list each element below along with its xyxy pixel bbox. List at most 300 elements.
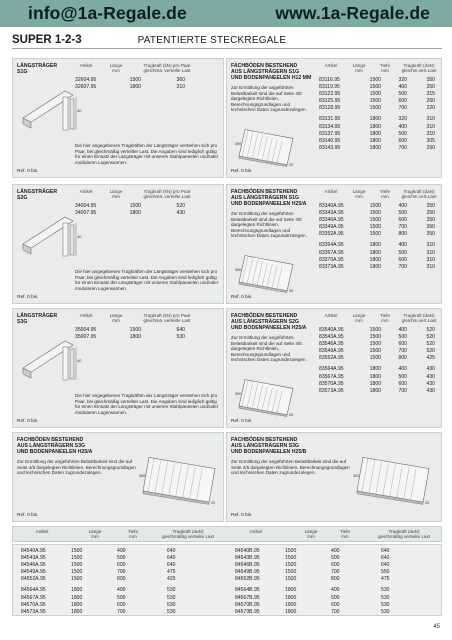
table-row bbox=[21, 609, 217, 616]
table-row bbox=[235, 569, 431, 576]
table-cell: 1500 bbox=[369, 348, 381, 355]
table-cell: 84540A.95 bbox=[21, 548, 46, 554]
table-cell: 350 bbox=[426, 224, 435, 231]
table-cell: 640 bbox=[381, 562, 390, 569]
table-cell: 430 bbox=[426, 373, 435, 380]
shelf-panel bbox=[226, 308, 442, 428]
table-cell: 520 bbox=[426, 341, 435, 348]
header-capacity-2: Tragkraft (daN) bbox=[388, 529, 420, 534]
table-cell: 1800 bbox=[369, 373, 381, 380]
table-cell: 430 bbox=[426, 366, 435, 373]
ref-label: Ref. 0 bis bbox=[231, 419, 252, 424]
table-cell: 600 bbox=[398, 217, 407, 224]
tray-height-label: 20 bbox=[289, 413, 294, 417]
table-cell: 700 bbox=[398, 224, 407, 231]
header-capacity: Tragkraft (daN) bbox=[403, 189, 435, 194]
beam-illustration bbox=[19, 335, 82, 395]
table-cell: 1800 bbox=[369, 249, 381, 256]
header-article: Artikel bbox=[79, 189, 93, 194]
table-cell: 700 bbox=[331, 608, 340, 615]
header-length-unit: mm bbox=[112, 318, 120, 323]
table-cell: 500 bbox=[117, 555, 126, 562]
beam-panel-note: Die hier angegebenen Tragkräften der Längsträger verstehen sich pro Paar, bei gleichmäßig verteilter Last. Die Angaben sind lediglich gültig für einen Einsatz der Längsträger mit unseren Stahlpaneelen und/oder modularen Lagerwannen. bbox=[75, 143, 219, 165]
shelf-table bbox=[319, 77, 435, 152]
table-cell: 1500 bbox=[369, 77, 381, 83]
table-cell: 640 bbox=[176, 327, 185, 333]
header-article: Artikel bbox=[79, 313, 93, 318]
header-capacity-sub: gleichmä. verteilte Last bbox=[143, 194, 191, 199]
table-cell: 530 bbox=[167, 601, 176, 608]
table-cell: 84570A.95 bbox=[21, 601, 46, 608]
table-cell: 83131.95 bbox=[319, 116, 341, 123]
header-length: Länge bbox=[88, 529, 102, 534]
tray-height-label: 20 bbox=[289, 163, 294, 167]
table-cell: 1500 bbox=[369, 203, 381, 209]
series-header bbox=[12, 34, 442, 46]
header-depth-2: Tiefe bbox=[339, 529, 351, 534]
header-capacity: Tragkraft (daN) bbox=[403, 63, 435, 68]
table-cell: 600 bbox=[117, 601, 126, 608]
table-cell: 640 bbox=[167, 562, 176, 569]
table-row bbox=[319, 224, 435, 231]
top-banner bbox=[0, 0, 452, 27]
table-cell: 600 bbox=[331, 562, 340, 569]
table-cell: 83546A.95 bbox=[319, 341, 344, 348]
table-cell: 530 bbox=[381, 594, 390, 601]
beam-dimension-label: 40 bbox=[77, 358, 82, 363]
ref-label: Ref. 0 bis bbox=[17, 419, 38, 424]
header-length-unit: mm bbox=[112, 194, 120, 199]
header-article-2: Artikel bbox=[249, 529, 263, 534]
tray-depth-label: 300 bbox=[235, 268, 242, 272]
table-cell: 1500 bbox=[129, 77, 141, 83]
table-cell: 350 bbox=[426, 77, 435, 83]
table-cell: 600 bbox=[398, 137, 407, 144]
table-cell: 83564A.95 bbox=[319, 366, 344, 373]
table-cell: 1800 bbox=[71, 587, 83, 594]
table-cell: 400 bbox=[117, 587, 126, 594]
shelf-panel bbox=[226, 184, 442, 304]
table-row bbox=[319, 145, 435, 152]
table-cell: 1500 bbox=[285, 548, 297, 554]
table-cell: 1500 bbox=[71, 548, 83, 554]
table-row bbox=[75, 327, 189, 334]
beam-panel-note: Die hier angegebenen Tragkräften der Längsträger verstehen sich pro Paar, bei gleichmäßig verteilter Last. Die Angaben sind lediglich gültig für einen Einsatz der Längsträger mit unseren Stahlpaneelen und/oder modularen Lagerwannen. bbox=[75, 393, 219, 415]
table-cell: 315 bbox=[426, 91, 435, 98]
header-depth: Tiefe bbox=[379, 63, 391, 68]
header-capacity: Tragkraft (daN) bbox=[172, 529, 204, 534]
table-cell: 1500 bbox=[369, 224, 381, 231]
beam-table bbox=[75, 77, 189, 91]
ref-label: Ref. 0 bis bbox=[17, 513, 38, 518]
table-cell: 83543A.95 bbox=[319, 334, 344, 341]
header-article: Artikel bbox=[324, 63, 338, 68]
table-cell: 34004.95 bbox=[75, 203, 97, 209]
table-cell: 1800 bbox=[129, 334, 141, 341]
table-cell: 83352A.95 bbox=[319, 231, 344, 238]
table-cell: 83549A.95 bbox=[319, 348, 344, 355]
table-cell: 350 bbox=[426, 210, 435, 217]
table-cell: 520 bbox=[426, 334, 435, 341]
table-cell: 500 bbox=[398, 91, 407, 98]
table-cell: 1500 bbox=[369, 210, 381, 217]
table-row bbox=[75, 84, 189, 91]
header-capacity-sub: gleichmä. verteilte Last bbox=[143, 68, 191, 73]
table-cell: 83373A.95 bbox=[319, 263, 344, 270]
table-cell: 1500 bbox=[285, 576, 297, 583]
ref-label: Ref. 0 bis bbox=[231, 169, 252, 174]
table-row bbox=[21, 602, 217, 609]
table-cell: 530 bbox=[176, 334, 185, 341]
table-cell: 1500 bbox=[71, 569, 83, 576]
shelf-panel-title: FACHBÖDEN BESTEHEND AUS LÄNGSTRÄGERN S2G UND BODENPANEELEN H25/A bbox=[231, 313, 307, 332]
table-cell: 83570A.95 bbox=[319, 380, 344, 387]
banner-website[interactable]: www.1a-Regale.de bbox=[275, 3, 430, 23]
shelf-table bbox=[319, 327, 435, 395]
table-cell: 400 bbox=[398, 123, 407, 130]
header-length-unit: mm bbox=[355, 68, 363, 73]
table-cell: 1500 bbox=[369, 355, 381, 362]
table-cell: 83552A.95 bbox=[319, 355, 344, 362]
table-cell: 83343A.95 bbox=[319, 210, 344, 217]
table-cell: 430 bbox=[426, 387, 435, 394]
table-cell: 320 bbox=[398, 116, 407, 123]
table-row bbox=[319, 341, 435, 348]
ref-label: Ref. 0 bis bbox=[231, 513, 252, 518]
table-cell: 475 bbox=[381, 576, 390, 583]
table-cell: 84564B.95 bbox=[235, 587, 260, 594]
table-cell: 400 bbox=[331, 587, 340, 594]
header-length: Länge bbox=[352, 313, 366, 318]
beam-dimension-label: 40 bbox=[77, 108, 82, 113]
table-row bbox=[75, 210, 189, 217]
table-cell: 520 bbox=[426, 327, 435, 333]
series-title: SUPER 1-2-3 bbox=[12, 34, 82, 46]
beam-panel-title: LÄNGSTRÄGER S3G bbox=[17, 313, 58, 326]
header-length: Länge bbox=[352, 189, 366, 194]
header-length: Länge bbox=[352, 63, 366, 68]
table-cell: 1500 bbox=[285, 562, 297, 569]
table-cell: 84546B.95 bbox=[235, 562, 260, 569]
table-cell: 530 bbox=[167, 587, 176, 594]
table-row bbox=[21, 587, 217, 594]
table-cell: 530 bbox=[167, 608, 176, 615]
table-row bbox=[319, 257, 435, 264]
table-cell: 1800 bbox=[369, 137, 381, 144]
table-cell: 1800 bbox=[369, 144, 381, 151]
table-cell: 260 bbox=[426, 144, 435, 151]
table-cell: 1500 bbox=[369, 231, 381, 238]
table-cell: 310 bbox=[426, 130, 435, 137]
table-cell: 32607.95 bbox=[75, 84, 97, 91]
table-cell: 425 bbox=[426, 355, 435, 362]
table-row bbox=[319, 217, 435, 224]
table-cell: 640 bbox=[381, 555, 390, 562]
table-cell: 400 bbox=[331, 548, 340, 554]
table-cell: 84543B.95 bbox=[235, 555, 260, 562]
beam-panel-title: LÄNGSTRÄGER S2G bbox=[17, 189, 58, 202]
banner-email[interactable]: info@1a-Regale.de bbox=[28, 3, 187, 23]
table-cell: 310 bbox=[426, 263, 435, 270]
table-row bbox=[319, 116, 435, 123]
table-row bbox=[21, 562, 217, 569]
table-cell: 600 bbox=[117, 562, 126, 569]
table-cell: 1500 bbox=[71, 562, 83, 569]
table-row bbox=[235, 609, 431, 616]
table-cell: 700 bbox=[398, 263, 407, 270]
table-cell: 1800 bbox=[71, 594, 83, 601]
header-length-2: Länge bbox=[304, 529, 318, 534]
table-cell: 500 bbox=[117, 594, 126, 601]
tray-height-label: 20 bbox=[289, 289, 294, 293]
shelf-illustration bbox=[353, 449, 433, 505]
shelf-panel-title: FACHBÖDEN BESTEHEND AUS LÄNGSTRÄGERN S3G UND BODENPANEELEN H25/B bbox=[231, 437, 307, 456]
table-row bbox=[319, 84, 435, 91]
table-cell: 1800 bbox=[71, 601, 83, 608]
table-cell: 83119.95 bbox=[319, 84, 340, 91]
table-cell: 530 bbox=[381, 601, 390, 608]
table-cell: 1800 bbox=[369, 116, 381, 123]
table-cell: 500 bbox=[398, 373, 407, 380]
table-row bbox=[319, 348, 435, 355]
table-row bbox=[235, 587, 431, 594]
ref-label: Ref. 0 bis bbox=[231, 295, 252, 300]
table-cell: 360 bbox=[176, 77, 185, 83]
table-cell: 700 bbox=[398, 348, 407, 355]
table-cell: 500 bbox=[398, 334, 407, 341]
table-cell: 600 bbox=[398, 98, 407, 105]
table-cell: 400 bbox=[398, 84, 407, 91]
shelf-s3g-panel bbox=[12, 432, 224, 522]
table-row bbox=[319, 91, 435, 98]
table-cell: 84540B.95 bbox=[235, 548, 260, 554]
table-row bbox=[21, 595, 217, 602]
table-cell: 600 bbox=[331, 601, 340, 608]
table-cell: 1800 bbox=[285, 594, 297, 601]
table-cell: 310 bbox=[176, 84, 185, 91]
beam-panel-note: Die hier angegebenen Tragkräften der Längsträger verstehen sich pro Paar, bei gleichmäßig verteilter Last. Die Angaben sind lediglich gültig für einen Einsatz der Längsträger mit unseren Stahlpaneelen und/oder modularen Lagerwannen. bbox=[75, 269, 219, 291]
table-cell: 530 bbox=[381, 608, 390, 615]
table-cell: 83140.95 bbox=[319, 137, 341, 144]
header-capacity-sub-2: gleichmäßig verteilte Last bbox=[377, 534, 431, 539]
table-cell: 84546A.95 bbox=[21, 562, 46, 569]
table-cell: 1500 bbox=[369, 98, 381, 105]
header-length: Länge bbox=[109, 189, 123, 194]
table-cell: 400 bbox=[398, 327, 407, 333]
table-row bbox=[319, 210, 435, 217]
table-cell: 1500 bbox=[369, 327, 381, 333]
ref-label: Ref. 0 bis bbox=[17, 295, 38, 300]
table-cell: 500 bbox=[398, 210, 407, 217]
table-cell: 1800 bbox=[369, 387, 381, 394]
table-cell: 84567A.95 bbox=[21, 594, 46, 601]
beam-panel bbox=[12, 58, 224, 178]
table-cell: 83349A.95 bbox=[319, 224, 344, 231]
table-cell: 600 bbox=[398, 341, 407, 348]
header-capacity-sub: gleichmäßig verteilte Last bbox=[161, 534, 215, 539]
header-capacity: Tragkraft (kN) pro Paar bbox=[143, 63, 191, 68]
beam-table bbox=[75, 203, 189, 217]
tray-height-label: 20 bbox=[211, 501, 216, 505]
table-cell: 500 bbox=[331, 594, 340, 601]
header-capacity: Tragkraft (kN) pro Paar bbox=[143, 189, 191, 194]
table-cell: 640 bbox=[167, 555, 176, 562]
table-row bbox=[235, 548, 431, 555]
beam-dimension-label: 40 bbox=[77, 234, 82, 239]
table-cell: 500 bbox=[398, 249, 407, 256]
table-cell: 430 bbox=[426, 380, 435, 387]
table-row bbox=[319, 264, 435, 271]
table-cell: 83367A.95 bbox=[319, 249, 344, 256]
table-cell: 84564A.95 bbox=[21, 587, 46, 594]
table-cell: 400 bbox=[117, 548, 126, 554]
table-cell: 1500 bbox=[369, 84, 381, 91]
table-cell: 1500 bbox=[129, 327, 141, 333]
table-cell: 530 bbox=[381, 587, 390, 594]
table-row bbox=[75, 77, 189, 84]
table-cell: 800 bbox=[331, 576, 340, 583]
table-row bbox=[235, 562, 431, 569]
ref-label: Ref. 0 bis bbox=[17, 169, 38, 174]
table-cell: 1800 bbox=[129, 210, 141, 217]
header-capacity-sub: gleichm.vert.Last bbox=[401, 318, 437, 323]
table-row bbox=[319, 242, 435, 249]
table-row bbox=[235, 555, 431, 562]
table-row bbox=[319, 231, 435, 238]
table-row bbox=[21, 576, 217, 583]
table-cell: 400 bbox=[398, 366, 407, 373]
table-cell: 1800 bbox=[369, 380, 381, 387]
table-cell: 1800 bbox=[369, 130, 381, 137]
table-cell: 700 bbox=[398, 105, 407, 112]
table-cell: 475 bbox=[167, 569, 176, 576]
table-row bbox=[75, 203, 189, 210]
shelf-panel-note: Zur Ermittlung der angeführten Belastbarkeit sind die auf Seite 4/5 dargelegten Richtlinien, Berechnungsgrundlagen und technischen Daten zugrundezulegen. bbox=[231, 335, 307, 363]
table-cell: 800 bbox=[398, 231, 407, 238]
table-cell: 1500 bbox=[369, 341, 381, 348]
table-cell: 640 bbox=[167, 548, 176, 554]
header-capacity-sub: gleichm.vert.Last bbox=[401, 194, 437, 199]
header-depth: Tiefe bbox=[379, 189, 391, 194]
table-cell: 84543A.95 bbox=[21, 555, 46, 562]
beam-panel-title: LÄNGSTRÄGER S1G bbox=[17, 63, 58, 76]
header-length-unit: mm bbox=[355, 318, 363, 323]
table-cell: 260 bbox=[426, 98, 435, 105]
header-capacity: Tragkraft (daN) bbox=[403, 313, 435, 318]
table-cell: 84552B.95 bbox=[235, 576, 260, 583]
table-cell: 1500 bbox=[285, 569, 297, 576]
header-length: Länge bbox=[109, 63, 123, 68]
table-row bbox=[319, 203, 435, 210]
table-cell: 310 bbox=[426, 242, 435, 249]
table-cell: 1800 bbox=[285, 587, 297, 594]
table-cell: 700 bbox=[331, 569, 340, 576]
header-length-unit-2: mm bbox=[307, 534, 315, 539]
table-cell: 700 bbox=[398, 387, 407, 394]
beam-illustration bbox=[19, 211, 82, 271]
table-cell: 600 bbox=[398, 380, 407, 387]
tray-height-label: 20 bbox=[425, 501, 430, 505]
table-row bbox=[235, 576, 431, 583]
header-article: Artikel bbox=[324, 313, 338, 318]
beam-panel bbox=[12, 308, 224, 428]
beam-panel bbox=[12, 184, 224, 304]
shelf-s3g-panel bbox=[226, 432, 442, 522]
shelf-panel-note: Zur Ermittlung der angeführten Belastbarkeit sind die auf Seite 4/5 dargelegten Richtlinien, Berechnungsgrundlagen und technischen Daten zugrundezulegen. bbox=[17, 459, 136, 476]
table-cell: 640 bbox=[381, 548, 390, 554]
table-row bbox=[75, 334, 189, 341]
table-cell: 350 bbox=[426, 84, 435, 91]
table-cell: 84549A.95 bbox=[21, 569, 46, 576]
table-row bbox=[319, 77, 435, 84]
header-depth-unit: mm bbox=[381, 318, 389, 323]
table-cell: 84567B.95 bbox=[235, 594, 260, 601]
table-cell: 800 bbox=[117, 576, 126, 583]
table-row bbox=[235, 595, 431, 602]
table-cell: 1500 bbox=[285, 555, 297, 562]
tray-depth-label: 300 bbox=[139, 474, 146, 478]
table-cell: 550 bbox=[381, 569, 390, 576]
table-cell: 83567A.95 bbox=[319, 373, 344, 380]
table-cell: 84549B.95 bbox=[235, 569, 260, 576]
table-cell: 220 bbox=[426, 105, 435, 112]
table-row bbox=[319, 98, 435, 105]
table-cell: 84573A.95 bbox=[21, 608, 46, 615]
table-cell: 310 bbox=[426, 123, 435, 130]
page-number: 45 bbox=[433, 624, 440, 630]
table-cell: 310 bbox=[426, 116, 435, 123]
table-cell: 34007.95 bbox=[75, 210, 97, 217]
table-row bbox=[319, 250, 435, 257]
table-cell: 1500 bbox=[129, 203, 141, 209]
table-cell: 83364A.95 bbox=[319, 242, 344, 249]
table-cell: 1800 bbox=[369, 366, 381, 373]
table-cell: 1500 bbox=[369, 334, 381, 341]
table-cell: 305 bbox=[426, 137, 435, 144]
table-cell: 1800 bbox=[71, 608, 83, 615]
table-cell: 1500 bbox=[71, 576, 83, 583]
table-cell: 83122.95 bbox=[319, 91, 341, 98]
header-depth-unit-2: mm bbox=[341, 534, 349, 539]
header-length-unit: mm bbox=[91, 534, 99, 539]
table-cell: 310 bbox=[426, 256, 435, 263]
table-cell: 350 bbox=[426, 203, 435, 209]
table-cell: 1500 bbox=[369, 91, 381, 98]
table-cell: 400 bbox=[398, 242, 407, 249]
bottom-shelf-table bbox=[235, 548, 431, 616]
shelf-panel-title: FACHBÖDEN BESTEHEND AUS LÄNGSTRÄGERN S3G UND BODENPANEELEN H25/A bbox=[17, 437, 93, 456]
table-cell: 83340A.95 bbox=[319, 203, 344, 209]
table-row bbox=[235, 602, 431, 609]
header-capacity: Tragkraft (kN) pro Paar bbox=[143, 313, 191, 318]
header-article: Artikel bbox=[79, 63, 93, 68]
table-cell: 1800 bbox=[129, 84, 141, 91]
table-cell: 1800 bbox=[369, 256, 381, 263]
shelf-illustration bbox=[139, 449, 219, 505]
header-depth-unit: mm bbox=[381, 68, 389, 73]
header-article: Artikel bbox=[35, 529, 49, 534]
table-cell: 84552A.95 bbox=[21, 576, 46, 583]
table-cell: 84573B.95 bbox=[235, 608, 260, 615]
table-cell: 83128.95 bbox=[319, 105, 341, 112]
shelf-panel bbox=[226, 58, 442, 178]
header-depth: Tiefe bbox=[379, 313, 391, 318]
table-cell: 800 bbox=[398, 355, 407, 362]
table-cell: 1800 bbox=[369, 242, 381, 249]
table-cell: 83125.95 bbox=[319, 98, 341, 105]
tray-depth-label: 300 bbox=[235, 392, 242, 396]
shelf-table bbox=[319, 203, 435, 271]
